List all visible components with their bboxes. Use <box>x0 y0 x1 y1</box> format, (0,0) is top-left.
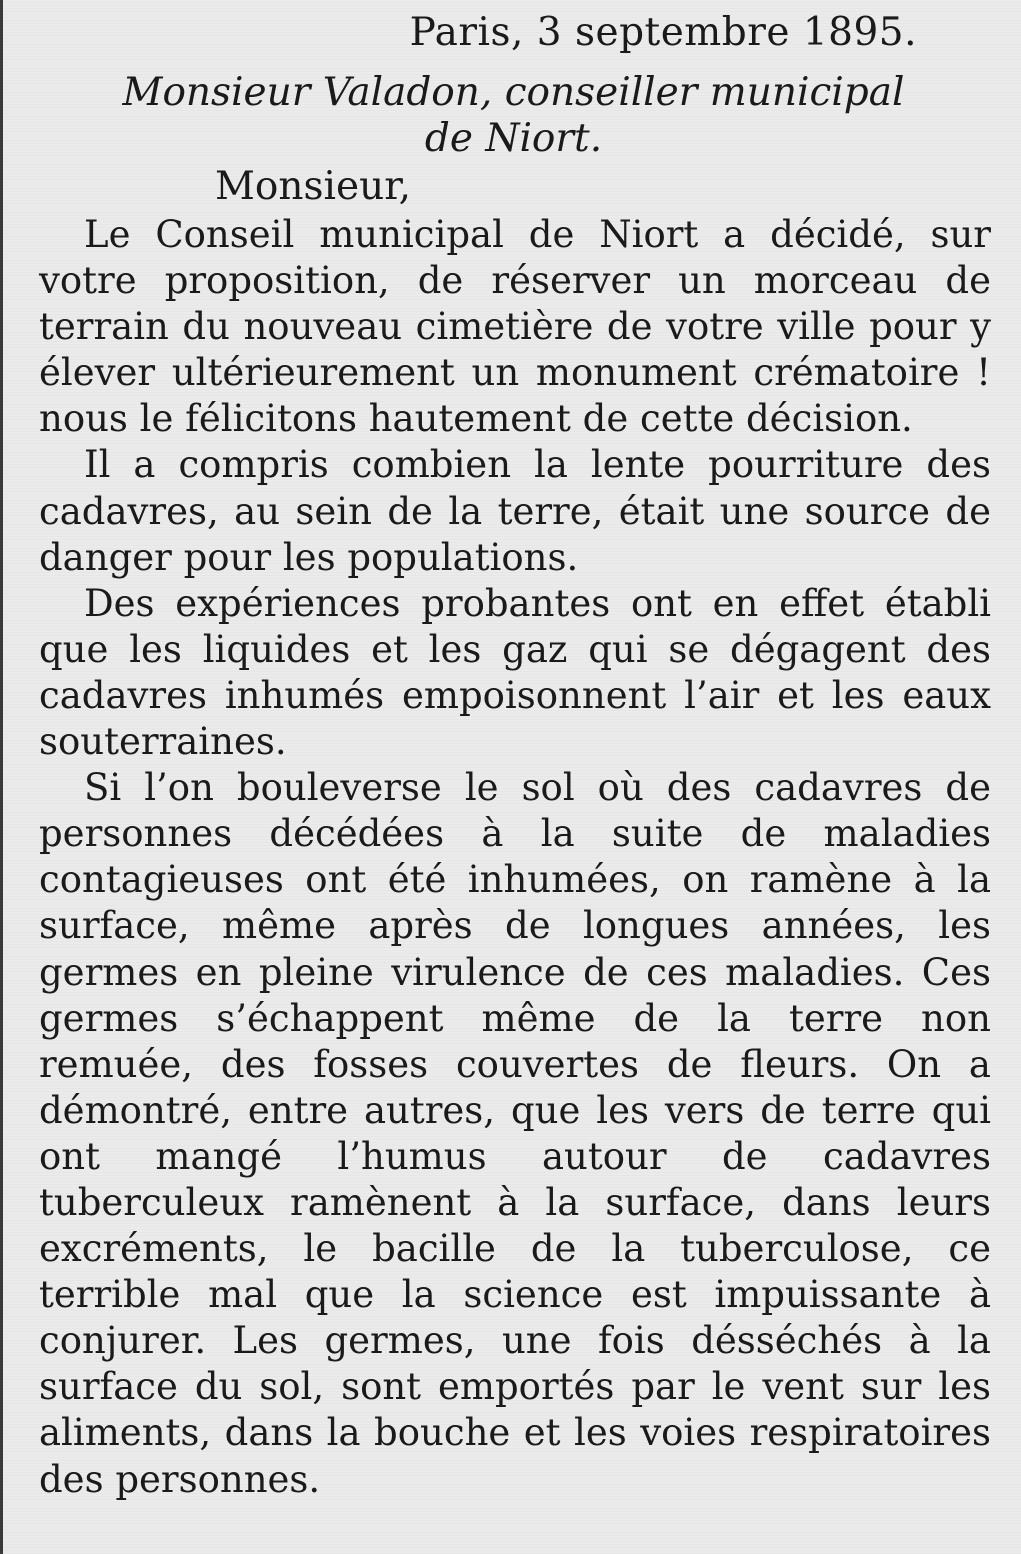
paragraph-2: Il a compris combien la lente pourriture des cadavres, au sein de la terre, était une source de danger pour les populations. <box>39 443 991 579</box>
salutation: Monsieur, <box>215 164 411 209</box>
paragraph-3: Des expériences probantes ont en effet établi que les liquides et les gaz qui se dégagent des cadavres inhumés empoisonnent l’air et les eaux souterraines. <box>39 581 991 764</box>
date-line: Paris, 3 septembre 1895. <box>409 10 917 55</box>
addressee-heading <box>3 70 1021 162</box>
paragraph-1: Le Conseil municipal de Niort a décidé, sur votre proposition, de réserver un morceau de terrain du nouveau cimetière de votre ville pour y élever ultérieurement un monument crématoire ! nous le félicitons hautement de cette décision. <box>39 213 991 441</box>
letter-body <box>39 212 991 1503</box>
addressee-line-2: de Niort. <box>424 116 603 161</box>
paragraph-4: Si l’on bouleverse le sol où des cadavres de personnes décédées à la suite de maladies contagieuses ont été inhumées, on ramène à la surface, même après de longues années, les germes en pleine virulence de ces maladies. Ces germes s’échappent même de la terre non remuée, des fosses couvertes de fleurs. On a démontré, entre autres, que les vers de terre qui ont mangé l’humus autour de cadavres tuberculeux ramènent à la surface, dans leurs excréments, le bacille de la tuberculose, ce terrible mal que la science est impuissante à conjurer. Les germes, une fois désséchés à la surface du sol, sont emportés par le vent sur les aliments, dans la bouche et les voies respiratoires des personnes. <box>39 766 991 1501</box>
addressee-line-1: Monsieur Valadon, conseiller municipal <box>122 70 905 115</box>
